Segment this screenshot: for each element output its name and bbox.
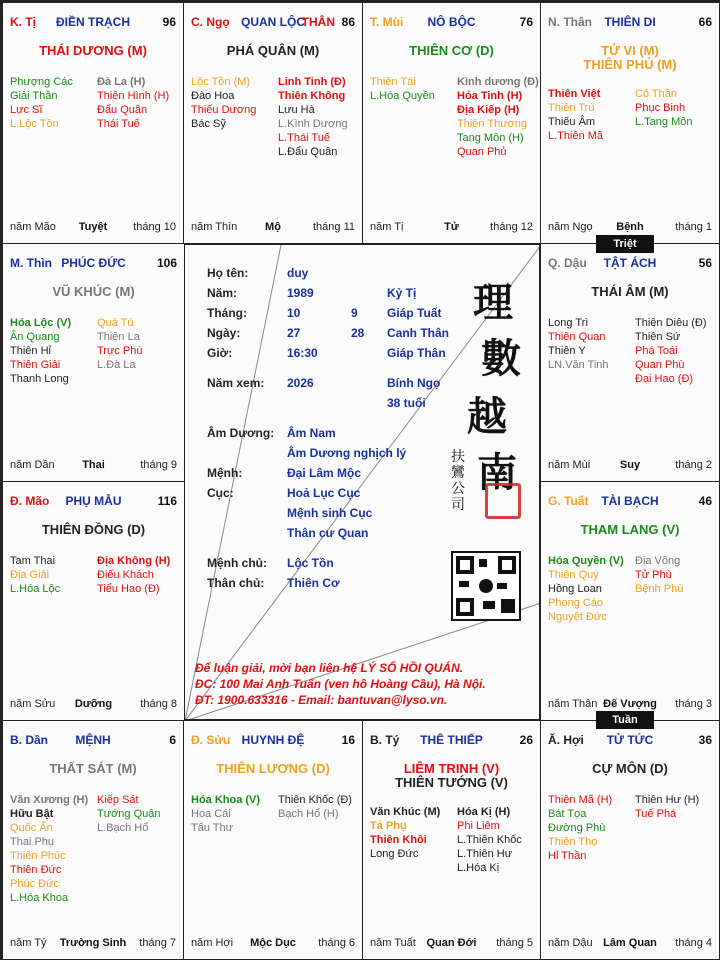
- minor-star: Đào Hoa: [191, 90, 235, 102]
- minor-star: Quan Phủ: [457, 146, 507, 158]
- palace-name: TẬT ÁCH: [603, 256, 657, 270]
- palace-branch: Q. Dậu: [548, 256, 587, 270]
- palace-name: ĐIỀN TRẠCH: [56, 15, 130, 29]
- cuc-relation: Mệnh sinh Cục: [287, 506, 373, 520]
- center-info-panel: [184, 244, 540, 720]
- palace-stage: Dưỡng: [74, 698, 113, 710]
- minor-star: Hồng Loan: [548, 583, 602, 595]
- minor-stars-right: [635, 793, 720, 821]
- gio-label: Giờ:: [207, 346, 233, 360]
- minor-stars-right: [457, 75, 541, 159]
- palace-phuc-duc: [2, 243, 185, 482]
- minor-star: Long Đức: [370, 848, 419, 860]
- palace-age: 106: [156, 256, 177, 270]
- minor-stars-left: [548, 316, 636, 372]
- thang-am: 9: [351, 306, 358, 320]
- minor-star: Quan Phù: [635, 359, 685, 371]
- minor-star: Trực Phù: [97, 345, 143, 357]
- contact-line-3: ĐT: 1900.633316 - Email: bantuvan@lyso.vn.: [195, 693, 448, 707]
- minor-star: L.Hóa Quyền: [370, 90, 435, 102]
- minor-star: Thiên Thương: [457, 118, 528, 130]
- palace-age: 36: [698, 733, 712, 747]
- logo-char-3: 越: [467, 393, 507, 440]
- main-star: TỬ VI (M): [601, 43, 659, 58]
- palace-footer: [10, 221, 176, 235]
- palace-name: TỬ TỨC: [606, 733, 654, 747]
- minor-star: Bác Sỹ: [191, 118, 226, 130]
- palace-age: 66: [698, 15, 712, 29]
- palace-age: 56: [698, 256, 712, 270]
- minor-stars-right: [97, 75, 184, 131]
- minor-stars-left: [191, 793, 279, 835]
- minor-star: Kiếp Sát: [97, 794, 139, 806]
- minor-star: Đường Phù: [548, 822, 606, 834]
- palace-header: [548, 494, 712, 510]
- gio-can-chi: Giáp Thân: [387, 346, 446, 360]
- nam-xem-value: 2026: [287, 376, 314, 390]
- minor-star: Đại Hao (Đ): [635, 373, 694, 385]
- nam-xem-label: Năm xem:: [207, 376, 265, 390]
- minor-star: Phượng Các: [10, 76, 73, 88]
- palace-footer: [191, 221, 355, 235]
- minor-star: Thiên Không: [278, 90, 346, 102]
- palace-footer: [548, 698, 712, 712]
- minor-star: Thanh Long: [10, 373, 69, 385]
- minor-star: Kình dương (Đ): [457, 76, 539, 88]
- palace-age: 116: [157, 494, 177, 508]
- palace-footer: [548, 937, 712, 951]
- minor-star: Địa Kiếp (H): [457, 104, 520, 116]
- palace-year: năm Ngọ: [548, 221, 593, 233]
- palace-year: năm Tý: [10, 937, 47, 949]
- palace-header: [10, 256, 177, 272]
- minor-star: Văn Xương (H): [10, 794, 89, 806]
- minor-star: Thiên Khốc (Đ): [278, 794, 352, 806]
- minor-star: Văn Khúc (M): [370, 806, 441, 818]
- palace-tai-bach: [540, 481, 720, 721]
- menh-chu-label: Mệnh chủ:: [207, 556, 267, 570]
- minor-star: Tuế Phá: [635, 808, 677, 820]
- minor-star: L.Lộc Tồn: [10, 118, 59, 130]
- palace-footer: [370, 937, 533, 951]
- palace-no-boc: [362, 2, 541, 244]
- minor-star: Lộc Tồn (M): [191, 76, 251, 88]
- minor-star: L.Thiên Khốc: [457, 834, 522, 846]
- minor-star: Bát Tọa: [548, 808, 587, 820]
- palace-name: TÀI BẠCH: [601, 494, 659, 508]
- minor-stars-left: [191, 75, 279, 131]
- palace-month: tháng 3: [675, 698, 712, 710]
- palace-month: tháng 7: [139, 937, 176, 949]
- minor-star: Đà La (H): [97, 76, 146, 88]
- minor-star: Tấu Thư: [191, 822, 234, 834]
- minor-star: Thiên Việt: [548, 88, 601, 100]
- palace-month: tháng 6: [318, 937, 355, 949]
- minor-star: Địa Võng: [635, 555, 681, 567]
- palace-name: NÔ BỘC: [427, 15, 476, 29]
- palace-name: PHỤ MẪU: [65, 494, 122, 508]
- palace-footer: [191, 937, 355, 951]
- palace-year: năm Sửu: [10, 698, 56, 710]
- minor-star: Tam Thai: [10, 555, 56, 567]
- palace-huynh-de: [183, 720, 363, 960]
- minor-star: Hỉ Thần: [548, 850, 587, 862]
- palace-quan-loc: [183, 2, 363, 244]
- minor-stars-left: [370, 75, 458, 103]
- minor-star: Phục Binh: [635, 102, 686, 114]
- palace-branch: Ă. Hợi: [548, 733, 584, 747]
- tuoi-value: 38 tuổi: [387, 396, 426, 410]
- palace-year: năm Hợi: [191, 937, 234, 949]
- palace-month: tháng 10: [133, 221, 176, 233]
- minor-star: Long Trì: [548, 317, 589, 329]
- palace-branch: K. Tị: [10, 15, 36, 29]
- cuc-value: Hoả Lục Cục: [287, 486, 361, 500]
- minor-star: Bạch Hổ (H): [278, 808, 339, 820]
- minor-star: L.Tang Môn: [635, 116, 693, 128]
- minor-star: Giải Thần: [10, 90, 58, 102]
- than-cu: Thân cư Quan: [287, 526, 369, 540]
- minor-star: Thiên Hỉ: [10, 345, 51, 357]
- minor-stars-left: [548, 87, 636, 143]
- ngay-duong: 27: [287, 326, 301, 340]
- ngay-label: Ngày:: [207, 326, 241, 340]
- than-chu-label: Thân chủ:: [207, 576, 265, 590]
- minor-star: Thiên Quý: [548, 569, 599, 581]
- nam-can-chi: Kỷ Tị: [387, 286, 417, 300]
- am-duong-value: Âm Nam: [287, 426, 336, 440]
- minor-stars-right: [635, 87, 720, 129]
- main-star: THẤT SÁT (M): [49, 761, 137, 776]
- palace-age: 16: [341, 733, 355, 747]
- palace-stage: Bệnh: [616, 221, 644, 233]
- palace-branch: Đ. Sửu: [191, 733, 231, 747]
- minor-stars-left: [548, 793, 636, 863]
- menh-value: Đại Lâm Mộc: [287, 466, 362, 480]
- minor-star: Thiên Diêu (Đ): [635, 317, 707, 329]
- logo-char-1: 理: [473, 279, 513, 326]
- minor-star: Thiên Đức: [10, 864, 62, 876]
- palace-tu-tuc: [540, 720, 720, 960]
- palace-header: [191, 15, 355, 31]
- main-star: VŨ KHÚC (M): [52, 284, 135, 299]
- minor-stars-left: [370, 805, 458, 861]
- palace-thien-di: [540, 2, 720, 244]
- minor-star: Thiên Sứ: [635, 331, 681, 343]
- minor-star: Địa Không (H): [97, 555, 171, 567]
- main-star: THIÊN ĐỒNG (D): [41, 522, 146, 537]
- palace-month: tháng 9: [140, 459, 177, 471]
- minor-star: Phúc Đức: [10, 878, 59, 890]
- minor-star: Hữu Bật: [10, 808, 54, 820]
- palace-year: năm Thìn: [191, 221, 238, 233]
- palace-the-thiep: [362, 720, 541, 960]
- palace-footer: [10, 459, 177, 473]
- minor-star: Bệnh Phù: [635, 583, 684, 595]
- palace-header: [10, 15, 176, 31]
- palace-footer: [548, 459, 712, 473]
- palace-branch: G. Tuất: [548, 494, 589, 508]
- palace-phu-mau: [2, 481, 185, 721]
- palace-month: tháng 8: [140, 698, 177, 710]
- palace-tat-ach: [540, 243, 720, 482]
- minor-star: Phá Toái: [635, 345, 678, 357]
- minor-star: Quốc Ấn: [10, 822, 53, 834]
- palace-year: năm Dậu: [548, 937, 593, 949]
- palace-stage: Mộ: [265, 221, 281, 233]
- minor-star: Thai Phụ: [10, 836, 55, 848]
- menh-label: Mệnh:: [207, 466, 243, 480]
- palace-age: 26: [519, 733, 533, 747]
- minor-star: Thiên Giải: [10, 359, 61, 371]
- minor-star: Thiên Mã (H): [548, 794, 613, 806]
- palace-year: năm Tuất: [370, 937, 416, 949]
- palace-year: năm Dần: [10, 459, 55, 471]
- minor-star: Thiên La: [97, 331, 140, 343]
- main-star: PHÁ QUÂN (M): [226, 43, 320, 58]
- minor-star: Điếu Khách: [97, 569, 154, 581]
- main-star: THAM LANG (V): [580, 522, 680, 537]
- palace-month: tháng 5: [496, 937, 533, 949]
- main-star: THIÊN LƯƠNG (D): [216, 761, 330, 776]
- minor-star: L.Hóa Lộc: [10, 583, 61, 595]
- minor-star: Tang Môn (H): [457, 132, 524, 144]
- thang-label: Tháng:: [207, 306, 247, 320]
- minor-stars-right: [635, 554, 720, 596]
- minor-star: Thiên Phúc: [10, 850, 66, 862]
- am-duong-note: Âm Dương nghịch lý: [287, 446, 407, 460]
- palace-menh: [2, 720, 184, 960]
- minor-stars-right: [278, 793, 363, 821]
- palace-header: [548, 15, 712, 31]
- minor-star: Thiên Tài: [370, 76, 416, 88]
- palace-age: 6: [169, 733, 176, 747]
- minor-star: Thái Tuế: [97, 118, 140, 130]
- main-star: CỰ MÔN (D): [592, 761, 668, 776]
- palace-year: năm Mão: [10, 221, 56, 233]
- palace-month: tháng 1: [675, 221, 712, 233]
- qr-code[interactable]: [451, 551, 521, 621]
- seal-stamp: [485, 483, 521, 519]
- tuan-marker: Tuần: [596, 711, 654, 729]
- ho-ten-value: duy: [287, 266, 309, 280]
- minor-stars-right: [97, 316, 185, 372]
- thang-can-chi: Giáp Tuất: [387, 306, 442, 320]
- main-star: THÁI ÂM (M): [591, 284, 669, 299]
- minor-stars-left: [10, 793, 98, 905]
- main-star: LIÊM TRINH (V): [403, 761, 500, 776]
- minor-star: L.Hóa Khoa: [10, 892, 69, 904]
- minor-star: Ân Quang: [10, 331, 60, 343]
- palace-header: [548, 733, 712, 749]
- palace-stage: Trường Sinh: [59, 937, 127, 949]
- minor-star: Tử Phù: [635, 569, 672, 581]
- palace-year: năm Mùi: [548, 459, 591, 471]
- minor-star: Tả Phụ: [370, 820, 407, 832]
- palace-branch: C. Ngọ: [191, 15, 230, 29]
- minor-star: Lưu Hà: [278, 104, 315, 116]
- palace-footer: [10, 698, 177, 712]
- cuc-label: Cục:: [207, 486, 234, 500]
- palace-age: 76: [519, 15, 533, 29]
- minor-star: Thiên Quan: [548, 331, 606, 343]
- minor-star: Linh Tinh (Đ): [278, 76, 346, 88]
- triet-marker: Triệt: [596, 235, 654, 253]
- minor-star: Phong Cáo: [548, 597, 604, 609]
- nam-label: Năm:: [207, 286, 238, 300]
- palace-age: 46: [698, 494, 712, 508]
- minor-star: Địa Giải: [10, 569, 50, 581]
- palace-dien-trach: [2, 2, 184, 244]
- palace-branch: B. Tý: [370, 733, 400, 747]
- minor-star: Hỏa Tinh (H): [457, 90, 523, 102]
- minor-star: Thiên Thọ: [548, 836, 598, 848]
- minor-stars-right: [278, 75, 363, 159]
- palace-footer: [370, 221, 533, 235]
- palace-stage: Đế Vượng: [603, 698, 657, 710]
- contact-line-1: Để luận giải, mời bạn liên hệ LÝ SỐ HỒI QUÁN.: [195, 661, 464, 675]
- am-duong-label: Âm Dương:: [207, 426, 275, 440]
- minor-star: Lực Sĩ: [10, 104, 43, 116]
- main-star: THIÊN TƯỚNG (V): [395, 775, 508, 790]
- logo-subtitle: 扶 鸞 公 司: [451, 449, 465, 513]
- palace-stage: Mộc Dục: [250, 937, 296, 949]
- palace-name: QUAN LỘC: [241, 15, 305, 29]
- ngay-am: 28: [351, 326, 365, 340]
- minor-star: L.Thiên Hư: [457, 848, 513, 860]
- palace-header: [10, 494, 177, 510]
- minor-star: Thiếu Âm: [548, 116, 596, 128]
- palace-name: MỆNH: [75, 733, 111, 747]
- minor-star: Quả Tú: [97, 317, 134, 329]
- minor-star: L.Bạch Hổ: [97, 822, 149, 834]
- palace-branch: M. Thìn: [10, 256, 52, 270]
- minor-stars-left: [548, 554, 636, 624]
- palace-name: THIÊN DI: [604, 15, 656, 29]
- ngay-can-chi: Canh Thân: [387, 326, 449, 340]
- minor-star: L.Thái Tuế: [278, 132, 330, 144]
- minor-star: L.Kình Dương: [278, 118, 348, 130]
- palace-header: [370, 15, 533, 31]
- palace-stage: Tuyệt: [78, 221, 108, 233]
- palace-header: [548, 256, 712, 272]
- minor-star: Hóa Khoa (V): [191, 794, 261, 806]
- minor-star: L.Đà La: [97, 359, 136, 371]
- minor-star: Thiếu Dương: [191, 104, 257, 116]
- palace-branch: N. Thân: [548, 15, 592, 29]
- palace-month: tháng 2: [675, 459, 712, 471]
- palace-age: 96: [162, 15, 176, 29]
- logo-char-2: 數: [481, 335, 521, 382]
- palace-month: tháng 4: [675, 937, 712, 949]
- palace-footer: [10, 937, 176, 951]
- minor-star: Cô Thần: [635, 88, 677, 100]
- nam-xem-can-chi: Bính Ngọ: [387, 376, 441, 390]
- minor-star: Thiên Y: [548, 345, 586, 357]
- palace-header: [10, 733, 176, 749]
- palace-stage: Thai: [82, 459, 105, 471]
- minor-star: Tiểu Hao (Đ): [97, 583, 160, 595]
- palace-stage: Lâm Quan: [603, 937, 657, 949]
- palace-header: [191, 733, 355, 749]
- minor-star: Thiên Trù: [548, 102, 595, 114]
- than-marker: THÂN: [301, 15, 335, 29]
- palace-month: tháng 12: [490, 221, 533, 233]
- minor-star: Nguyệt Đức: [548, 611, 607, 623]
- palace-name: THÊ THIẾP: [420, 733, 483, 747]
- ho-ten-label: Họ tên:: [207, 266, 249, 280]
- contact-line-2: ĐC: 100 Mai Anh Tuấn (ven hồ Hoàng Cầu), Hà Nội.: [195, 677, 486, 691]
- palace-header: [370, 733, 533, 749]
- minor-star: L.Đẩu Quân: [278, 146, 338, 158]
- minor-star: LN.Văn Tinh: [548, 359, 609, 371]
- gio-value: 16:30: [287, 346, 318, 360]
- minor-star: L.Hóa Kị: [457, 862, 500, 874]
- minor-star: Hóa Quyền (V): [548, 555, 624, 567]
- minor-star: Hoa Cái: [191, 808, 231, 820]
- palace-branch: B. Dần: [10, 733, 49, 747]
- minor-star: Đẩu Quân: [97, 104, 148, 116]
- minor-stars-left: [10, 316, 98, 386]
- thang-duong: 10: [287, 306, 301, 320]
- minor-stars-right: [97, 554, 185, 596]
- minor-star: Tướng Quân: [97, 808, 161, 820]
- logo-char-4: 南: [477, 449, 517, 496]
- minor-star: L.Thiên Mã: [548, 130, 604, 142]
- main-star: THIÊN PHỦ (M): [583, 57, 677, 72]
- minor-star: Thiên Hư (H): [635, 794, 700, 806]
- minor-stars-right: [457, 805, 541, 875]
- palace-branch: Đ. Mão: [10, 494, 50, 508]
- main-star: THIÊN CƠ (D): [409, 43, 494, 58]
- nam-value: 1989: [287, 286, 314, 300]
- palace-month: tháng 11: [312, 221, 355, 233]
- minor-stars-left: [10, 75, 98, 131]
- minor-star: Hóa Kị (H): [457, 806, 511, 818]
- minor-stars-left: [10, 554, 98, 596]
- palace-branch: T. Mùi: [370, 15, 404, 29]
- palace-age: 86: [341, 15, 355, 29]
- palace-year: năm Tị: [370, 221, 404, 233]
- minor-star: Thiên Hình (H): [97, 90, 170, 102]
- minor-stars-right: [635, 316, 720, 386]
- than-chu-value: Thiên Cơ: [287, 576, 340, 590]
- palace-stage: Quan Đới: [426, 937, 477, 949]
- palace-year: năm Thân: [548, 698, 598, 710]
- palace-stage: Tử: [444, 221, 459, 233]
- main-star: THÁI DƯƠNG (M): [39, 43, 147, 58]
- minor-star: Phi Liêm: [457, 820, 500, 832]
- palace-name: HUYNH ĐỆ: [241, 733, 305, 747]
- minor-stars-right: [97, 793, 184, 835]
- palace-stage: Suy: [619, 459, 641, 471]
- menh-chu-value: Lộc Tồn: [287, 556, 334, 570]
- palace-footer: [548, 221, 712, 235]
- palace-name: PHÚC ĐỨC: [61, 256, 126, 270]
- minor-star: Hóa Lộc (V): [10, 317, 72, 329]
- minor-star: Thiên Khôi: [370, 834, 427, 846]
